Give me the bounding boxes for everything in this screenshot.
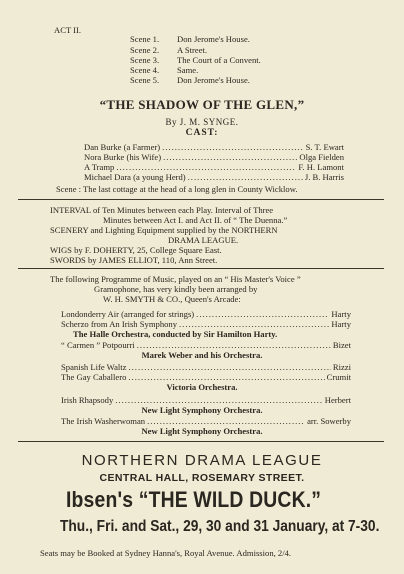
music-composer: Rizzi — [332, 362, 351, 372]
music-piece: “ Carmen ” Potpourri — [61, 340, 135, 350]
music-row — [61, 395, 351, 405]
notice-line: INTERVAL of Ten Minutes between each Play. Interval of Three — [50, 205, 274, 215]
music-row — [61, 319, 351, 329]
music-performer: The Halle Orchestra, conducted by Sir Hamilton Harty. — [73, 329, 278, 339]
music-composer: arr. Sowerby — [307, 416, 351, 426]
scene-label: Scene 2. — [130, 45, 160, 55]
play-author: By J. M. SYNGE. — [165, 117, 239, 127]
music-intro-line: Gramophone, has very kindly been arranged by — [94, 284, 258, 294]
play-title: “THE SHADOW OF THE GLEN,” — [99, 97, 305, 112]
music-row — [61, 362, 351, 372]
music-piece: Scherzo from An Irish Symphony — [61, 319, 178, 329]
scene-place: A Street. — [177, 45, 208, 55]
scene-label: Scene 3. — [130, 55, 160, 65]
music-composer: Harty — [331, 309, 351, 319]
scene-label: Scene 4. — [130, 65, 160, 75]
music-piece: The Irish Washerwoman — [61, 416, 146, 426]
music-piece: Londonderry Air (arranged for strings) — [61, 309, 195, 319]
music-piece: Spanish Life Waltz — [61, 362, 127, 372]
league-name: NORTHERN DRAMA LEAGUE — [81, 452, 323, 469]
scene-label: Scene 5. — [130, 75, 160, 85]
divider — [18, 441, 384, 442]
cast-role: Dan Burke (a Farmer) — [84, 142, 161, 152]
act-heading: ACT II. — [54, 25, 82, 35]
scene-place: Same. — [177, 65, 199, 75]
music-performer: Victoria Orchestra. — [166, 382, 238, 392]
cast-row — [84, 142, 344, 152]
cast-actor: Olga Fielden — [299, 152, 344, 162]
cast-role: A Tramp — [84, 162, 115, 172]
cast-actor: F. H. Lamont — [298, 162, 344, 172]
music-performer: Marek Weber and his Orchestra. — [141, 350, 263, 360]
music-row — [61, 309, 351, 319]
music-intro-line: W. H. SMYTH & CO., Queen's Arcade: — [103, 294, 241, 304]
music-row — [61, 416, 351, 426]
cast-actor: S. T. Ewart — [305, 142, 344, 152]
scene-place: The Court of a Convent. — [177, 55, 261, 65]
notice-line: SWORDS by JAMES ELLIOT, 110, Ann Street. — [50, 255, 218, 265]
notice-line: DRAMA LEAGUE. — [168, 235, 239, 245]
cast-role: Michael Dara (a young Herd) — [84, 172, 186, 182]
performance-dates: Thu., Fri. and Sat., 29, 30 and 31 January, at 7-30. — [60, 518, 380, 535]
cast-row — [84, 172, 344, 182]
music-composer: Crumit — [326, 372, 351, 382]
scene-place: Don Jerome's House. — [177, 75, 250, 85]
music-piece: Irish Rhapsody — [61, 395, 114, 405]
music-row — [61, 340, 351, 350]
cast-heading: CAST: — [185, 128, 219, 138]
music-performer: New Light Symphony Orchestra. — [141, 426, 263, 436]
scene-label: Scene 1. — [130, 34, 160, 44]
notice-line: SCENERY and Lighting Equipment supplied by the NORTHERN — [50, 225, 278, 235]
booking-info: Seats may be Booked at Sydney Hanna's, Royal Avenue. Admission, 2/4. — [40, 548, 292, 558]
divider — [18, 268, 384, 269]
cast-row — [84, 152, 344, 162]
music-performer: New Light Symphony Orchestra. — [141, 405, 263, 415]
divider — [18, 199, 384, 200]
scene-place: Don Jerome's House. — [177, 34, 250, 44]
cast-role: Nora Burke (his Wife) — [84, 152, 162, 162]
notice-line: WIGS by F. DOHERTY, 25, College Square East. — [50, 245, 222, 255]
music-composer: Herbert — [324, 395, 351, 405]
venue: CENTRAL HALL, ROSEMARY STREET. — [99, 472, 305, 484]
cast-row — [84, 162, 344, 172]
next-play-title: Ibsen's “THE WILD DUCK.” — [66, 487, 322, 512]
notice-line: Minutes between Act I. and Act II. of “ The Duenna.” — [103, 215, 288, 225]
music-row — [61, 372, 351, 382]
scene-note: Scene : The last cottage at the head of a long glen in County Wicklow. — [56, 184, 298, 194]
music-composer: Bizet — [332, 340, 351, 350]
music-composer: Harty — [331, 319, 351, 329]
music-intro-line: The following Programme of Music, played on an “ His Master's Voice ” — [50, 274, 301, 284]
cast-actor: J. B. Harris — [304, 172, 344, 182]
music-piece: The Gay Caballero — [61, 372, 127, 382]
